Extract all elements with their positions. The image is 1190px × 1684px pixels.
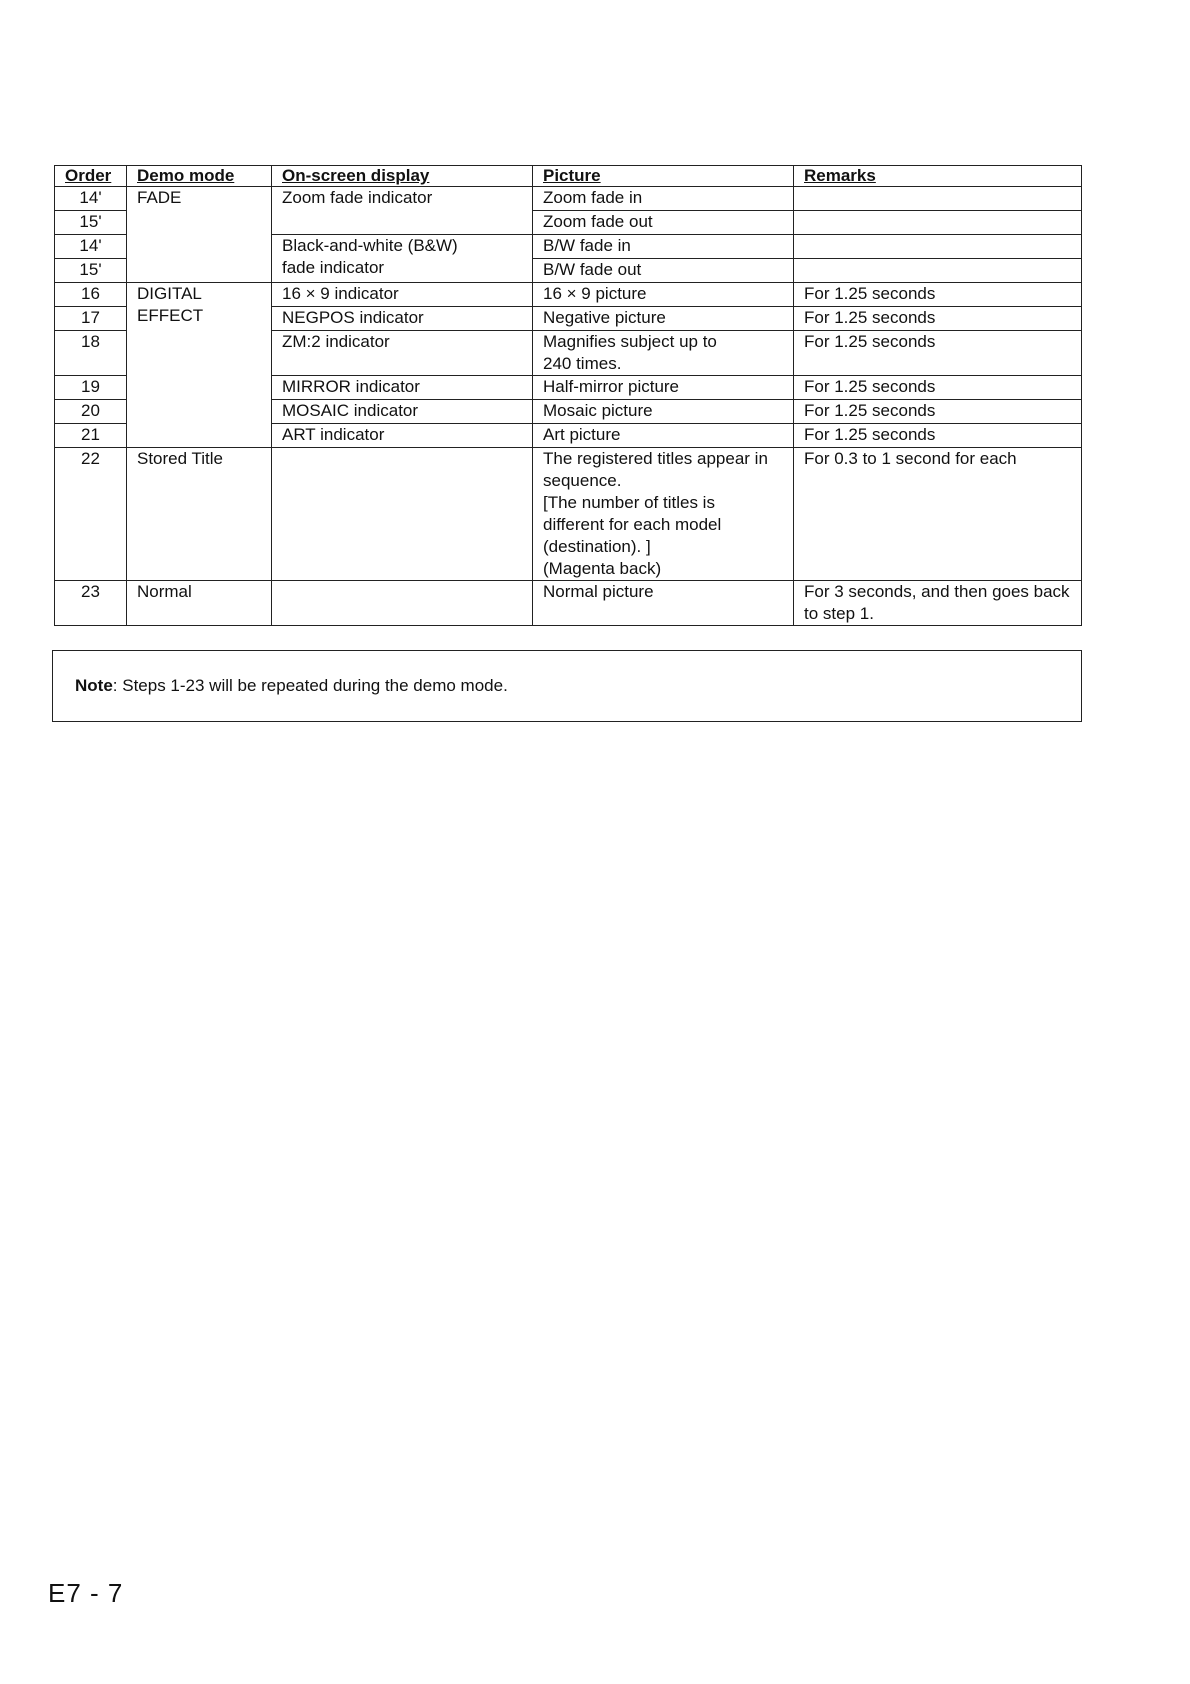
order-cell: 23 <box>55 581 127 626</box>
picture-line: [The number of titles is <box>543 493 715 512</box>
picture-line: different for each model <box>543 515 722 534</box>
display-cell: Zoom fade indicator <box>272 187 533 235</box>
display-cell: MOSAIC indicator <box>272 400 533 424</box>
note-text: : Steps 1-23 will be repeated during the demo mode. <box>112 676 508 695</box>
display-cell: ZM:2 indicator <box>272 331 533 376</box>
order-cell: 19 <box>55 376 127 400</box>
note-label: Note <box>75 676 113 695</box>
header-on-screen-display: On-screen display <box>272 166 533 187</box>
remarks-cell: For 1.25 seconds <box>794 400 1082 424</box>
picture-cell: Mosaic picture <box>533 400 794 424</box>
header-demo-mode: Demo mode <box>127 166 272 187</box>
order-cell: 15' <box>55 211 127 235</box>
demo-mode-line: DIGITAL <box>137 284 202 303</box>
order-cell: 16 <box>55 283 127 307</box>
picture-line: sequence. <box>543 471 622 490</box>
picture-cell <box>533 331 794 376</box>
note-box <box>52 650 1082 722</box>
display-cell: MIRROR indicator <box>272 376 533 400</box>
header-picture: Picture <box>533 166 794 187</box>
picture-cell: B/W fade out <box>533 259 794 283</box>
table-row <box>55 187 1082 211</box>
remarks-line: For 3 seconds, and then goes back <box>804 582 1070 601</box>
remarks-cell <box>794 187 1082 211</box>
order-cell: 18 <box>55 331 127 376</box>
order-cell: 14' <box>55 187 127 211</box>
remarks-cell: For 1.25 seconds <box>794 307 1082 331</box>
remarks-line: to step 1. <box>804 604 874 623</box>
picture-line: 240 times. <box>543 354 622 373</box>
remarks-cell <box>794 235 1082 259</box>
order-cell: 22 <box>55 448 127 581</box>
table-row <box>55 448 1082 581</box>
demo-mode-cell: FADE <box>127 187 272 283</box>
picture-line: (Magenta back) <box>543 559 662 578</box>
table-header-row <box>55 166 1082 187</box>
remarks-cell: For 1.25 seconds <box>794 424 1082 448</box>
picture-line: (destination). ] <box>543 537 651 556</box>
remarks-cell: For 0.3 to 1 second for each <box>794 448 1082 581</box>
picture-cell: Normal picture <box>533 581 794 626</box>
remarks-cell <box>794 259 1082 283</box>
picture-cell: 16 × 9 picture <box>533 283 794 307</box>
remarks-cell: For 1.25 seconds <box>794 331 1082 376</box>
picture-line: The registered titles appear in <box>543 449 768 468</box>
remarks-cell <box>794 211 1082 235</box>
demo-mode-line: EFFECT <box>137 306 204 325</box>
display-cell <box>272 581 533 626</box>
display-cell: ART indicator <box>272 424 533 448</box>
order-cell: 17 <box>55 307 127 331</box>
display-line: Black-and-white (B&W) <box>282 236 458 255</box>
remarks-cell <box>794 581 1082 626</box>
picture-cell: Zoom fade out <box>533 211 794 235</box>
picture-cell: Half-mirror picture <box>533 376 794 400</box>
order-cell: 20 <box>55 400 127 424</box>
picture-cell: Zoom fade in <box>533 187 794 211</box>
picture-cell: B/W fade in <box>533 235 794 259</box>
display-cell <box>272 235 533 283</box>
demo-mode-cell: Normal <box>127 581 272 626</box>
remarks-cell: For 1.25 seconds <box>794 376 1082 400</box>
display-cell: NEGPOS indicator <box>272 307 533 331</box>
page-number: E7 - 7 <box>48 1578 124 1608</box>
table-row <box>55 283 1082 307</box>
order-cell: 21 <box>55 424 127 448</box>
picture-cell <box>533 448 794 581</box>
header-remarks: Remarks <box>794 166 1082 187</box>
order-cell: 15' <box>55 259 127 283</box>
table-row <box>55 581 1082 626</box>
header-order: Order <box>55 166 127 187</box>
display-cell <box>272 448 533 581</box>
demo-mode-cell: Stored Title <box>127 448 272 581</box>
remarks-cell: For 1.25 seconds <box>794 283 1082 307</box>
display-cell: 16 × 9 indicator <box>272 283 533 307</box>
picture-cell: Art picture <box>533 424 794 448</box>
demo-mode-cell <box>127 283 272 448</box>
demo-mode-table <box>54 165 1082 626</box>
picture-line: Magnifies subject up to <box>543 332 717 351</box>
picture-cell: Negative picture <box>533 307 794 331</box>
display-line: fade indicator <box>282 258 385 277</box>
order-cell: 14' <box>55 235 127 259</box>
